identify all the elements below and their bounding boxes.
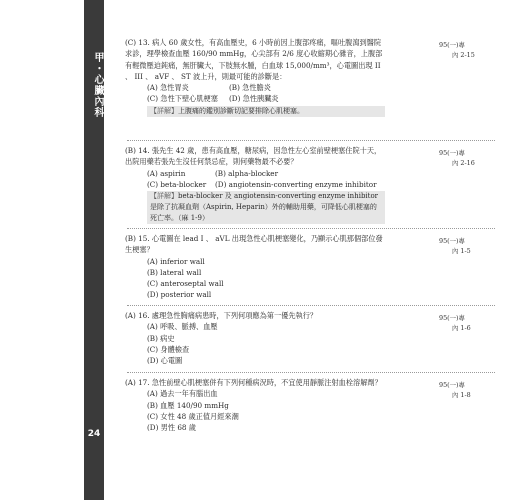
explanation-text: beta-blocker 及 angiotensin-converting enzyme inhibitor 是除了抗凝血劑（Aspirin, Heparin）外的輔助用藥，可降低心肌梗塞的死亡率。（麻 1-9） bbox=[150, 192, 379, 223]
option-row bbox=[125, 82, 385, 93]
option-a: (A) inferior wall bbox=[147, 256, 205, 266]
divider bbox=[127, 372, 495, 373]
option-c: (C) beta-blocker bbox=[147, 179, 207, 189]
option-b: (B) lateral wall bbox=[147, 267, 202, 277]
question-14 bbox=[125, 145, 385, 224]
question-source-ref bbox=[439, 313, 499, 333]
explanation-tag: 【詳解】 bbox=[150, 106, 178, 115]
question-source-ref bbox=[439, 380, 499, 400]
question-stem: (A) 16. 處理急性胸痛病患時，下列何項應為第一優先執行？ bbox=[125, 311, 318, 320]
option-b: (B) 血壓 140/90 mmHg bbox=[147, 400, 229, 410]
option-row bbox=[125, 168, 385, 179]
option-b: (B) 病史 bbox=[147, 333, 175, 343]
exam-year: 95(一)專 bbox=[439, 41, 465, 49]
option-row bbox=[125, 179, 385, 190]
divider bbox=[127, 305, 495, 306]
explanation-tag: 【詳解】 bbox=[150, 192, 178, 201]
question-source-ref bbox=[439, 236, 499, 256]
option-b: (B) 急性膽炎 bbox=[229, 83, 271, 93]
chapter-ref: 內 2-16 bbox=[452, 159, 475, 167]
option-c: (C) anteroseptal wall bbox=[147, 279, 224, 289]
exam-year: 95(一)專 bbox=[439, 381, 465, 389]
option-d: (D) 男性 68 歲 bbox=[147, 423, 196, 433]
question-stem: (B) 14. 張先生 42 歲，患有高血壓，糖尿病，因急性左心室前壁梗塞住院十天，出院用藥若張先生沒任何禁忌症，則何藥物最不必要？ bbox=[125, 146, 382, 167]
question-13 bbox=[125, 37, 385, 117]
option-row bbox=[125, 93, 385, 104]
exam-year: 95(一)專 bbox=[439, 149, 465, 157]
question-source-ref bbox=[439, 40, 499, 60]
option-c: (C) 身體檢查 bbox=[147, 344, 190, 354]
option-a: (A) 過去一年有腦出血 bbox=[147, 389, 218, 399]
chapter-title: 甲・心臟內科 bbox=[92, 52, 103, 118]
explanation-text: 上腹痛的鑑別診斷切記要排除心肌梗塞。 bbox=[178, 106, 304, 115]
question-stem: (B) 15. 心電圖在 lead I 、 aVL 出現急性心肌梗塞變化，乃顯示心肌那個部位發生梗塞？ bbox=[125, 234, 383, 255]
question-stem: (A) 17. 急性前壁心肌梗塞併有下列何種病況時，不宜使用靜脈注射血栓溶解劑？ bbox=[125, 378, 382, 387]
page-number: 24 bbox=[87, 429, 101, 439]
option-d: (D) posterior wall bbox=[147, 290, 212, 300]
chapter-ref: 內 1-6 bbox=[452, 324, 471, 332]
chapter-ref: 內 2-15 bbox=[452, 51, 475, 59]
option-d: (D) 急性胰臟炎 bbox=[229, 94, 279, 104]
question-16 bbox=[125, 310, 385, 366]
side-chapter-tab bbox=[84, 0, 104, 500]
question-15 bbox=[125, 233, 385, 301]
option-c: (C) 女性 48 歲正值月經來潮 bbox=[147, 411, 239, 421]
divider bbox=[127, 228, 495, 229]
option-a: (A) 呼吸、脈搏、血壓 bbox=[147, 322, 218, 332]
option-b: (B) alpha-blocker bbox=[215, 168, 278, 178]
exam-year: 95(一)專 bbox=[439, 237, 465, 245]
divider bbox=[127, 140, 495, 141]
option-a: (A) 急性胃炎 bbox=[147, 83, 189, 93]
option-a: (A) aspirin bbox=[147, 168, 186, 178]
option-c: (C) 急性下壁心肌梗塞 bbox=[147, 94, 218, 104]
chapter-ref: 內 1-8 bbox=[452, 391, 471, 399]
option-d: (D) 心電圖 bbox=[147, 356, 183, 366]
question-stem: (C) 13. 病人 60 歲女性，有高血壓史，6 小時前因上腹部疼痛，嘔吐腹瀉到醫院求診，理學檢查血壓 160/90 mmHg，心尖部有 2/6 度心收縮期心雜音，上腹部有輕微壓迫鈍痛，無肝臟大，下肢無水腫，白血球 15,000/mm³，心電圖出現 II 、 III 、 aVF 、 ST 波上升，則最可能的診斷是： bbox=[125, 38, 383, 81]
explanation-box bbox=[147, 191, 385, 224]
option-d: (D) angiotensin-converting enzyme inhibitor bbox=[215, 179, 377, 189]
question-17 bbox=[125, 377, 385, 433]
exam-year: 95(一)專 bbox=[439, 314, 465, 322]
chapter-ref: 內 1-5 bbox=[452, 247, 471, 255]
explanation-box bbox=[147, 106, 385, 117]
question-source-ref bbox=[439, 148, 499, 168]
